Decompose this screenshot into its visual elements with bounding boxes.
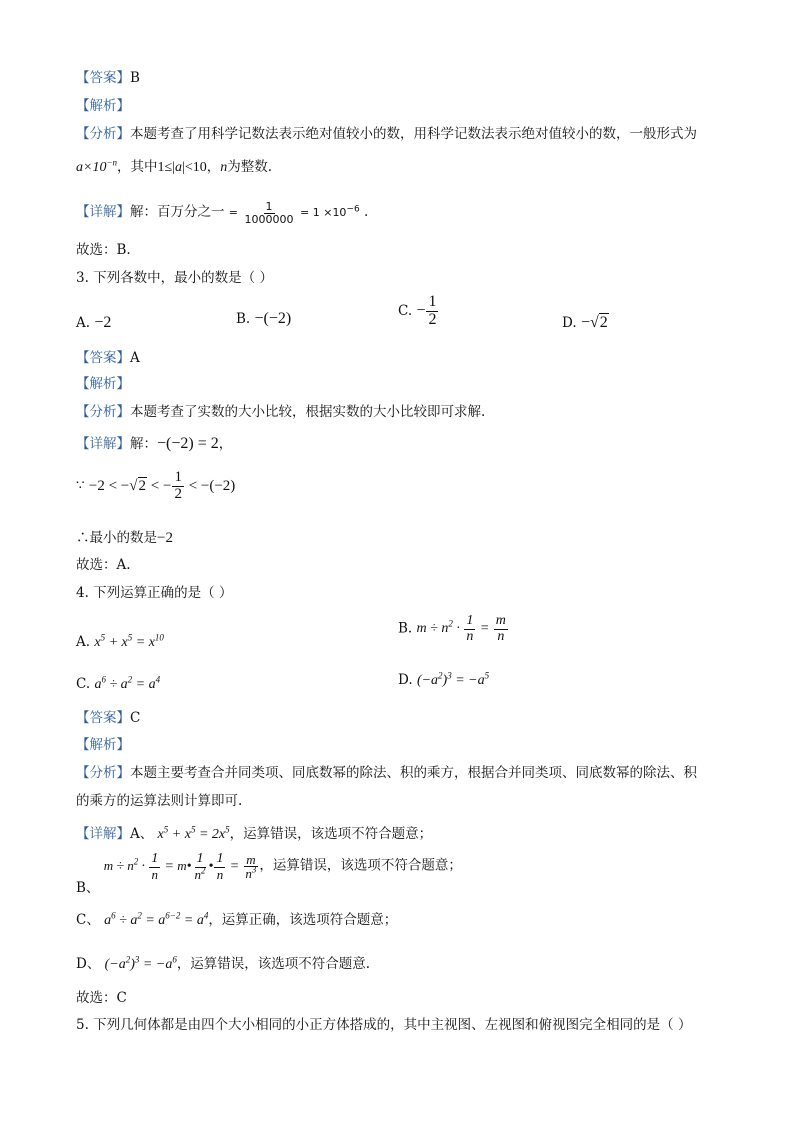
q4-answer: 【答案】C (76, 710, 141, 726)
range-formula: 1≤|a|<10 (157, 160, 207, 175)
q4-fenxi: 【分析】本题主要考查合并同类项、同底数幂的除法、积的乘方，根据合并同类项、同底数幂的除法、积 (76, 765, 697, 781)
sci-notation-formula: $a\times 10^{-n}$ (76, 157, 118, 175)
q5-stem: 5. 下列几何体都是由四个大小相同的小正方体搭成的，其中主视图、左视图和俯视图完全相同的是（ ） (76, 1017, 692, 1033)
q4-detail-b: B、 $m \div n^2$ · $\frac{1}{n}$ = m• $\frac{1}{n^2}$ • $\frac{1}{n}$ = $\frac{m}{n^3}$ ，运算错误，该选项不符合题意； (76, 851, 462, 896)
q3-fenxi: 【分析】本题考查了实数的大小比较，根据实数的大小比较即可求解. (76, 404, 486, 420)
q2-final: 故选：B. (76, 242, 131, 258)
q2-fenxi-line2: $a\times 10^{-n}$，其中1≤|a|<10，n为整数. (76, 157, 273, 175)
q4-answer-value: C (130, 710, 141, 726)
q4-stem: 4. 下列运算正确的是（ ） (76, 585, 233, 601)
detail-label: 【详解】 (76, 204, 130, 220)
q4-fenxi-line2: 的乘方的运算法则计算即可. (76, 793, 243, 809)
q2-detail: 【详解】解：百万分之一 = $\frac{1}{1000000}$ = $1 \times 10^{-6}$ . (76, 199, 369, 226)
q4-option-c: C. $a^6 \div a^2 = a^4$ (76, 674, 161, 692)
q3-detail: 【详解】解：−(−2) = 2， (76, 435, 233, 452)
q3-therefore: ∴最小的数是−2 (76, 530, 173, 546)
q2-answer-value: B (130, 70, 140, 86)
q4-detail-d: D、 $(-a^2)^3 = -a^6$，运算错误，该选项不符合题意. (76, 954, 371, 972)
q3-answer: 【答案】A (76, 350, 140, 366)
answer-label: 【答案】 (76, 70, 130, 86)
q3-option-d: D. −√2 (562, 314, 608, 331)
q3-answer-value: A (130, 350, 140, 366)
q4-detail-a: 【详解】A、 $x^5 + x^5 = 2x^5$，运算错误，该选项不符合题意； (76, 824, 433, 842)
q3-option-b: B. −(−2) (236, 310, 292, 327)
q4-final: 故选：C (76, 990, 127, 1006)
q3-option-c: C. − $\frac{1}{2}$ (398, 293, 437, 328)
n-var: n (220, 160, 228, 175)
q4-option-b: B. $m \div n^2$ · $\frac{1}{n}$ = $\frac{m}{n}$ (398, 613, 506, 644)
fenxi-label: 【分析】 (76, 126, 130, 142)
q3-final: 故选：A. (76, 557, 131, 573)
q2-analysis-label: 【解析】 (76, 98, 130, 114)
q4-analysis-label: 【解析】 (76, 737, 130, 753)
q3-analysis-label: 【解析】 (76, 376, 130, 392)
q3-option-a: A. −2 (76, 314, 112, 331)
q2-fenxi (76, 122, 697, 142)
q2-answer (76, 66, 140, 86)
q2-fenxi-text: 本题考查了用科学记数法表示绝对值较小的数，用科学记数法表示绝对值较小的数，一般形式为 (130, 126, 697, 142)
q4-detail-c: C、 $a^6 \div a^2 = a^{6-2} = a^4$，运算正确，该选项符合题意； (76, 910, 398, 928)
million-fraction-formula: = $\frac{1}{1000000}$ = $1 \times 10^{-6}$ (228, 199, 360, 226)
q3-stem: 3. 下列各数中，最小的数是（ ） (76, 270, 273, 286)
q4-option-d: D. $(-a^2)^3 = -a^5$ (398, 670, 490, 688)
q3-because-line: ∵ −2 < −√2 < − $\frac{1}{2}$ < −(−2) (76, 469, 236, 502)
q4-option-a: A. $x^5 + x^5 = x^{10}$ (76, 632, 164, 650)
